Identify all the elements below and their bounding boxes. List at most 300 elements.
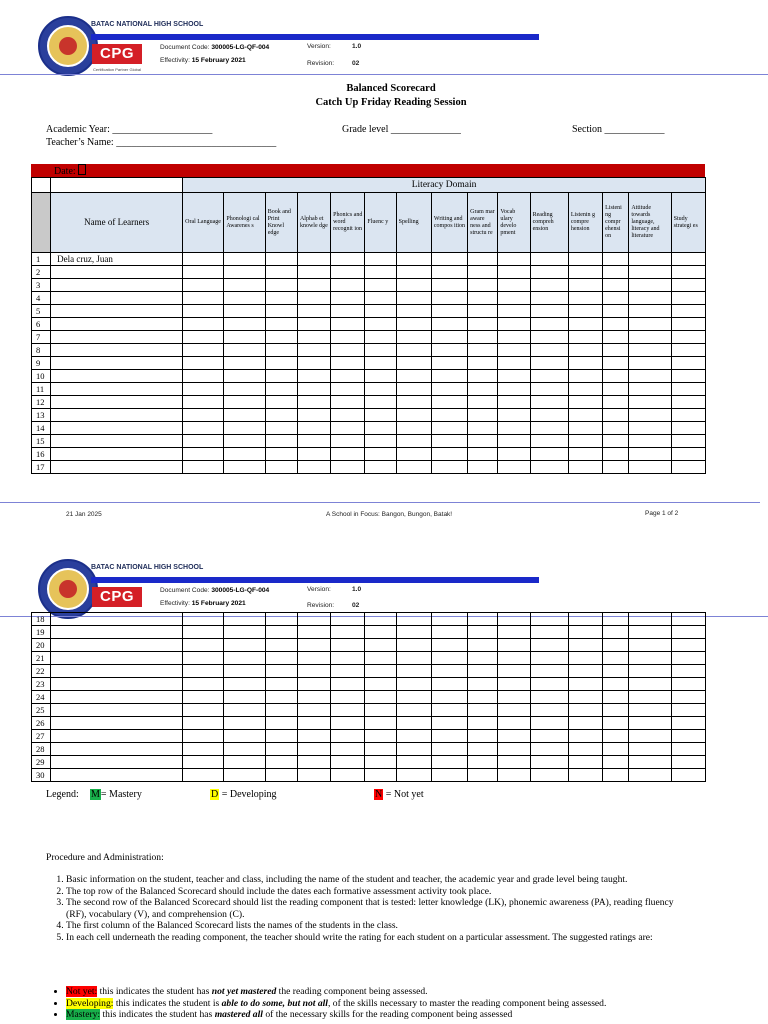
rating-cell[interactable]: [297, 396, 330, 409]
rating-cell[interactable]: [224, 756, 265, 769]
rating-cell[interactable]: [183, 678, 224, 691]
rating-cell[interactable]: [396, 678, 431, 691]
rating-cell[interactable]: [297, 331, 330, 344]
learner-name-cell[interactable]: [51, 279, 183, 292]
rating-cell[interactable]: [431, 370, 467, 383]
rating-cell[interactable]: [365, 639, 396, 652]
rating-cell[interactable]: [265, 461, 297, 474]
rating-cell[interactable]: [629, 422, 671, 435]
rating-cell[interactable]: [331, 344, 365, 357]
rating-cell[interactable]: [468, 279, 498, 292]
rating-cell[interactable]: [468, 305, 498, 318]
rating-cell[interactable]: [396, 652, 431, 665]
rating-cell[interactable]: [498, 331, 530, 344]
rating-cell[interactable]: [568, 678, 602, 691]
rating-cell[interactable]: [498, 756, 530, 769]
rating-cell[interactable]: [603, 691, 629, 704]
rating-cell[interactable]: [365, 461, 396, 474]
rating-cell[interactable]: [530, 331, 568, 344]
rating-cell[interactable]: [530, 344, 568, 357]
learner-name-cell[interactable]: [51, 756, 183, 769]
rating-cell[interactable]: [183, 357, 224, 370]
rating-cell[interactable]: [331, 318, 365, 331]
rating-cell[interactable]: [331, 756, 365, 769]
rating-cell[interactable]: [568, 422, 602, 435]
rating-cell[interactable]: [331, 448, 365, 461]
rating-cell[interactable]: [265, 331, 297, 344]
rating-cell[interactable]: [224, 717, 265, 730]
rating-cell[interactable]: [568, 292, 602, 305]
rating-cell[interactable]: [498, 769, 530, 782]
learner-name-cell[interactable]: [51, 743, 183, 756]
rating-cell[interactable]: [629, 292, 671, 305]
rating-cell[interactable]: [431, 448, 467, 461]
rating-cell[interactable]: [297, 383, 330, 396]
rating-cell[interactable]: [498, 318, 530, 331]
rating-cell[interactable]: [431, 678, 467, 691]
rating-cell[interactable]: [568, 704, 602, 717]
rating-cell[interactable]: [396, 704, 431, 717]
rating-cell[interactable]: [431, 305, 467, 318]
rating-cell[interactable]: [431, 253, 467, 266]
rating-cell[interactable]: [331, 396, 365, 409]
rating-cell[interactable]: [468, 344, 498, 357]
rating-cell[interactable]: [603, 461, 629, 474]
rating-cell[interactable]: [183, 435, 224, 448]
rating-cell[interactable]: [530, 409, 568, 422]
rating-cell[interactable]: [224, 704, 265, 717]
rating-cell[interactable]: [183, 626, 224, 639]
learner-name-cell[interactable]: [51, 305, 183, 318]
rating-cell[interactable]: [297, 448, 330, 461]
rating-cell[interactable]: [629, 409, 671, 422]
rating-cell[interactable]: [365, 678, 396, 691]
rating-cell[interactable]: [224, 461, 265, 474]
rating-cell[interactable]: [603, 730, 629, 743]
learner-name-cell[interactable]: Dela cruz, Juan: [51, 253, 183, 266]
rating-cell[interactable]: [331, 331, 365, 344]
rating-cell[interactable]: [396, 292, 431, 305]
rating-cell[interactable]: [396, 769, 431, 782]
rating-cell[interactable]: [468, 756, 498, 769]
rating-cell[interactable]: [297, 266, 330, 279]
rating-cell[interactable]: [498, 396, 530, 409]
rating-cell[interactable]: [671, 266, 705, 279]
rating-cell[interactable]: [265, 665, 297, 678]
rating-cell[interactable]: [365, 292, 396, 305]
rating-cell[interactable]: [183, 704, 224, 717]
rating-cell[interactable]: [265, 370, 297, 383]
rating-cell[interactable]: [468, 691, 498, 704]
rating-cell[interactable]: [297, 743, 330, 756]
rating-cell[interactable]: [224, 626, 265, 639]
rating-cell[interactable]: [603, 409, 629, 422]
rating-cell[interactable]: [365, 448, 396, 461]
rating-cell[interactable]: [530, 678, 568, 691]
rating-cell[interactable]: [365, 383, 396, 396]
rating-cell[interactable]: [265, 717, 297, 730]
rating-cell[interactable]: [603, 318, 629, 331]
rating-cell[interactable]: [603, 331, 629, 344]
rating-cell[interactable]: [297, 717, 330, 730]
rating-cell[interactable]: [671, 370, 705, 383]
rating-cell[interactable]: [498, 461, 530, 474]
rating-cell[interactable]: [224, 396, 265, 409]
rating-cell[interactable]: [530, 743, 568, 756]
rating-cell[interactable]: [265, 769, 297, 782]
rating-cell[interactable]: [468, 370, 498, 383]
rating-cell[interactable]: [629, 253, 671, 266]
rating-cell[interactable]: [603, 396, 629, 409]
rating-cell[interactable]: [183, 279, 224, 292]
rating-cell[interactable]: [297, 409, 330, 422]
rating-cell[interactable]: [396, 357, 431, 370]
rating-cell[interactable]: [671, 769, 705, 782]
rating-cell[interactable]: [396, 305, 431, 318]
rating-cell[interactable]: [265, 279, 297, 292]
section-field[interactable]: Section ____________: [572, 124, 665, 135]
rating-cell[interactable]: [365, 435, 396, 448]
rating-cell[interactable]: [498, 422, 530, 435]
rating-cell[interactable]: [629, 305, 671, 318]
rating-cell[interactable]: [568, 652, 602, 665]
rating-cell[interactable]: [265, 266, 297, 279]
rating-cell[interactable]: [530, 691, 568, 704]
rating-cell[interactable]: [331, 717, 365, 730]
rating-cell[interactable]: [331, 422, 365, 435]
rating-cell[interactable]: [629, 769, 671, 782]
learner-name-cell[interactable]: [51, 665, 183, 678]
learner-name-cell[interactable]: [51, 266, 183, 279]
rating-cell[interactable]: [331, 678, 365, 691]
rating-cell[interactable]: [530, 266, 568, 279]
rating-cell[interactable]: [498, 305, 530, 318]
rating-cell[interactable]: [671, 292, 705, 305]
rating-cell[interactable]: [297, 613, 330, 626]
teacher-name-field[interactable]: Teacher’s Name: ________________________________: [46, 137, 277, 148]
rating-cell[interactable]: [224, 292, 265, 305]
rating-cell[interactable]: [365, 422, 396, 435]
rating-cell[interactable]: [431, 461, 467, 474]
rating-cell[interactable]: [468, 717, 498, 730]
rating-cell[interactable]: [530, 704, 568, 717]
rating-cell[interactable]: [365, 717, 396, 730]
rating-cell[interactable]: [265, 730, 297, 743]
rating-cell[interactable]: [498, 613, 530, 626]
rating-cell[interactable]: [530, 461, 568, 474]
rating-cell[interactable]: [671, 461, 705, 474]
rating-cell[interactable]: [568, 665, 602, 678]
rating-cell[interactable]: [265, 253, 297, 266]
rating-cell[interactable]: [468, 331, 498, 344]
rating-cell[interactable]: [297, 435, 330, 448]
rating-cell[interactable]: [568, 409, 602, 422]
rating-cell[interactable]: [396, 743, 431, 756]
rating-cell[interactable]: [265, 756, 297, 769]
rating-cell[interactable]: [498, 448, 530, 461]
rating-cell[interactable]: [224, 279, 265, 292]
rating-cell[interactable]: [224, 305, 265, 318]
rating-cell[interactable]: [265, 639, 297, 652]
rating-cell[interactable]: [629, 626, 671, 639]
learner-name-cell[interactable]: [51, 704, 183, 717]
rating-cell[interactable]: [468, 626, 498, 639]
rating-cell[interactable]: [498, 691, 530, 704]
rating-cell[interactable]: [568, 743, 602, 756]
rating-cell[interactable]: [671, 665, 705, 678]
rating-cell[interactable]: [603, 383, 629, 396]
rating-cell[interactable]: [331, 435, 365, 448]
rating-cell[interactable]: [365, 691, 396, 704]
rating-cell[interactable]: [568, 318, 602, 331]
rating-cell[interactable]: [365, 266, 396, 279]
rating-cell[interactable]: [568, 769, 602, 782]
rating-cell[interactable]: [183, 344, 224, 357]
rating-cell[interactable]: [396, 396, 431, 409]
rating-cell[interactable]: [530, 626, 568, 639]
rating-cell[interactable]: [365, 370, 396, 383]
rating-cell[interactable]: [498, 626, 530, 639]
rating-cell[interactable]: [265, 344, 297, 357]
rating-cell[interactable]: [468, 435, 498, 448]
grade-level-field[interactable]: Grade level ______________: [342, 124, 461, 135]
rating-cell[interactable]: [498, 266, 530, 279]
rating-cell[interactable]: [297, 422, 330, 435]
rating-cell[interactable]: [468, 422, 498, 435]
rating-cell[interactable]: [331, 305, 365, 318]
rating-cell[interactable]: [629, 717, 671, 730]
rating-cell[interactable]: [629, 448, 671, 461]
rating-cell[interactable]: [365, 279, 396, 292]
learner-name-cell[interactable]: [51, 678, 183, 691]
rating-cell[interactable]: [265, 652, 297, 665]
rating-cell[interactable]: [629, 370, 671, 383]
rating-cell[interactable]: [224, 318, 265, 331]
rating-cell[interactable]: [297, 357, 330, 370]
rating-cell[interactable]: [530, 305, 568, 318]
rating-cell[interactable]: [396, 422, 431, 435]
rating-cell[interactable]: [603, 292, 629, 305]
learner-name-cell[interactable]: [51, 331, 183, 344]
rating-cell[interactable]: [265, 678, 297, 691]
rating-cell[interactable]: [629, 383, 671, 396]
date-cell[interactable]: [78, 164, 86, 175]
rating-cell[interactable]: [183, 383, 224, 396]
rating-cell[interactable]: [265, 422, 297, 435]
rating-cell[interactable]: [265, 743, 297, 756]
rating-cell[interactable]: [468, 357, 498, 370]
rating-cell[interactable]: [603, 370, 629, 383]
rating-cell[interactable]: [365, 396, 396, 409]
rating-cell[interactable]: [431, 357, 467, 370]
rating-cell[interactable]: [331, 461, 365, 474]
rating-cell[interactable]: [297, 639, 330, 652]
rating-cell[interactable]: [331, 370, 365, 383]
rating-cell[interactable]: [431, 743, 467, 756]
rating-cell[interactable]: [365, 769, 396, 782]
rating-cell[interactable]: [297, 756, 330, 769]
rating-cell[interactable]: [629, 396, 671, 409]
rating-cell[interactable]: [224, 678, 265, 691]
rating-cell[interactable]: [265, 704, 297, 717]
rating-cell[interactable]: [224, 435, 265, 448]
rating-cell[interactable]: [629, 704, 671, 717]
rating-cell[interactable]: [431, 717, 467, 730]
rating-cell[interactable]: [629, 613, 671, 626]
rating-cell[interactable]: [331, 665, 365, 678]
rating-cell[interactable]: [568, 717, 602, 730]
rating-cell[interactable]: [671, 613, 705, 626]
rating-cell[interactable]: [629, 756, 671, 769]
rating-cell[interactable]: [265, 318, 297, 331]
rating-cell[interactable]: [396, 318, 431, 331]
rating-cell[interactable]: [468, 383, 498, 396]
rating-cell[interactable]: [183, 448, 224, 461]
learner-name-cell[interactable]: [51, 717, 183, 730]
rating-cell[interactable]: [431, 704, 467, 717]
rating-cell[interactable]: [468, 253, 498, 266]
rating-cell[interactable]: [396, 409, 431, 422]
rating-cell[interactable]: [331, 266, 365, 279]
rating-cell[interactable]: [431, 396, 467, 409]
rating-cell[interactable]: [297, 305, 330, 318]
rating-cell[interactable]: [297, 370, 330, 383]
learner-name-cell[interactable]: [51, 344, 183, 357]
rating-cell[interactable]: [671, 704, 705, 717]
rating-cell[interactable]: [468, 461, 498, 474]
rating-cell[interactable]: [224, 370, 265, 383]
rating-cell[interactable]: [498, 730, 530, 743]
rating-cell[interactable]: [603, 704, 629, 717]
rating-cell[interactable]: [671, 409, 705, 422]
rating-cell[interactable]: [468, 730, 498, 743]
rating-cell[interactable]: [183, 396, 224, 409]
rating-cell[interactable]: [568, 383, 602, 396]
rating-cell[interactable]: [431, 331, 467, 344]
rating-cell[interactable]: [183, 461, 224, 474]
rating-cell[interactable]: [603, 678, 629, 691]
rating-cell[interactable]: [530, 613, 568, 626]
rating-cell[interactable]: [365, 318, 396, 331]
rating-cell[interactable]: [671, 279, 705, 292]
rating-cell[interactable]: [297, 652, 330, 665]
rating-cell[interactable]: [396, 717, 431, 730]
rating-cell[interactable]: [297, 279, 330, 292]
rating-cell[interactable]: [431, 756, 467, 769]
rating-cell[interactable]: [468, 652, 498, 665]
learner-name-cell[interactable]: [51, 422, 183, 435]
rating-cell[interactable]: [603, 357, 629, 370]
rating-cell[interactable]: [183, 370, 224, 383]
rating-cell[interactable]: [629, 344, 671, 357]
rating-cell[interactable]: [431, 435, 467, 448]
rating-cell[interactable]: [365, 756, 396, 769]
rating-cell[interactable]: [468, 704, 498, 717]
rating-cell[interactable]: [629, 266, 671, 279]
rating-cell[interactable]: [265, 613, 297, 626]
learner-name-cell[interactable]: [51, 409, 183, 422]
rating-cell[interactable]: [671, 305, 705, 318]
learner-name-cell[interactable]: [51, 691, 183, 704]
rating-cell[interactable]: [297, 691, 330, 704]
rating-cell[interactable]: [568, 639, 602, 652]
rating-cell[interactable]: [183, 318, 224, 331]
rating-cell[interactable]: [603, 448, 629, 461]
rating-cell[interactable]: [224, 691, 265, 704]
rating-cell[interactable]: [365, 613, 396, 626]
rating-cell[interactable]: [431, 383, 467, 396]
rating-cell[interactable]: [365, 730, 396, 743]
rating-cell[interactable]: [224, 730, 265, 743]
rating-cell[interactable]: [603, 652, 629, 665]
rating-cell[interactable]: [530, 730, 568, 743]
rating-cell[interactable]: [265, 626, 297, 639]
rating-cell[interactable]: [297, 730, 330, 743]
rating-cell[interactable]: [331, 292, 365, 305]
rating-cell[interactable]: [629, 639, 671, 652]
learner-name-cell[interactable]: [51, 652, 183, 665]
rating-cell[interactable]: [498, 665, 530, 678]
rating-cell[interactable]: [365, 253, 396, 266]
rating-cell[interactable]: [498, 678, 530, 691]
rating-cell[interactable]: [568, 396, 602, 409]
rating-cell[interactable]: [671, 730, 705, 743]
rating-cell[interactable]: [671, 756, 705, 769]
rating-cell[interactable]: [671, 253, 705, 266]
rating-cell[interactable]: [396, 613, 431, 626]
rating-cell[interactable]: [568, 344, 602, 357]
rating-cell[interactable]: [431, 409, 467, 422]
rating-cell[interactable]: [530, 370, 568, 383]
rating-cell[interactable]: [224, 652, 265, 665]
rating-cell[interactable]: [224, 357, 265, 370]
rating-cell[interactable]: [603, 626, 629, 639]
rating-cell[interactable]: [603, 756, 629, 769]
rating-cell[interactable]: [568, 756, 602, 769]
rating-cell[interactable]: [530, 292, 568, 305]
rating-cell[interactable]: [530, 318, 568, 331]
rating-cell[interactable]: [431, 279, 467, 292]
rating-cell[interactable]: [331, 743, 365, 756]
rating-cell[interactable]: [671, 435, 705, 448]
rating-cell[interactable]: [297, 253, 330, 266]
rating-cell[interactable]: [183, 409, 224, 422]
rating-cell[interactable]: [468, 266, 498, 279]
rating-cell[interactable]: [265, 435, 297, 448]
rating-cell[interactable]: [331, 279, 365, 292]
learner-name-cell[interactable]: [51, 396, 183, 409]
rating-cell[interactable]: [431, 769, 467, 782]
rating-cell[interactable]: [530, 396, 568, 409]
rating-cell[interactable]: [671, 383, 705, 396]
rating-cell[interactable]: [265, 409, 297, 422]
rating-cell[interactable]: [224, 383, 265, 396]
rating-cell[interactable]: [568, 461, 602, 474]
rating-cell[interactable]: [224, 409, 265, 422]
rating-cell[interactable]: [603, 613, 629, 626]
rating-cell[interactable]: [671, 318, 705, 331]
rating-cell[interactable]: [265, 383, 297, 396]
rating-cell[interactable]: [498, 435, 530, 448]
rating-cell[interactable]: [431, 639, 467, 652]
rating-cell[interactable]: [671, 717, 705, 730]
learner-name-cell[interactable]: [51, 613, 183, 626]
rating-cell[interactable]: [603, 435, 629, 448]
learner-name-cell[interactable]: [51, 370, 183, 383]
rating-cell[interactable]: [671, 344, 705, 357]
rating-cell[interactable]: [331, 409, 365, 422]
rating-cell[interactable]: [603, 769, 629, 782]
